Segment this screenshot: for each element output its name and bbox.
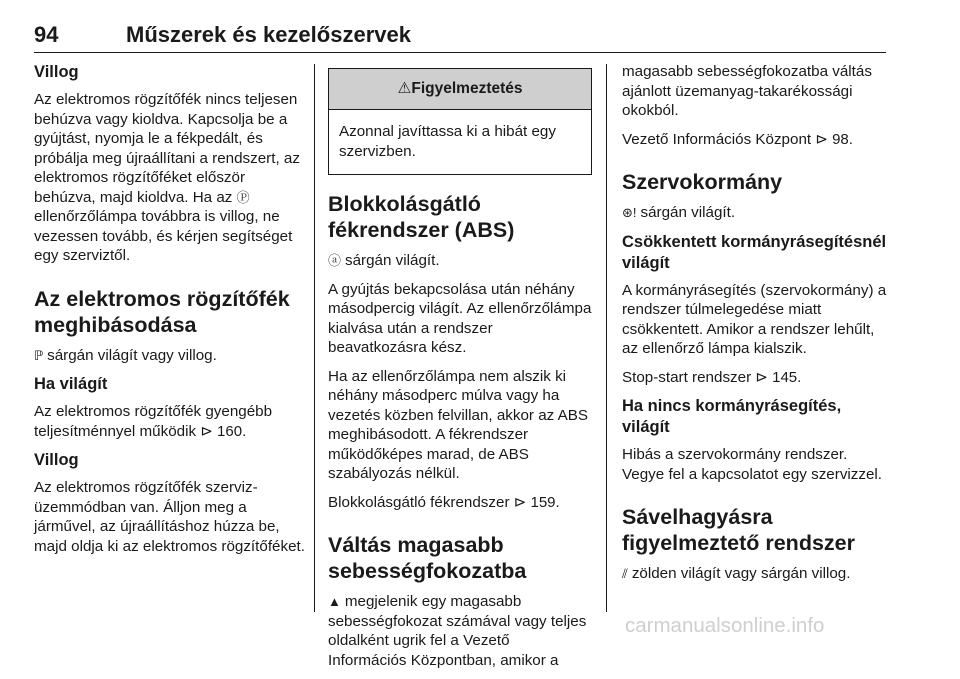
header-rule [34,52,886,53]
heading-lane-departure: Sávelhagyásra figyelmeztető rendszer [622,505,855,555]
column-2 [328,62,592,679]
warning-title: Figyelmeztetés [411,80,523,97]
watermark: carmanualsonline.info [625,614,825,637]
paragraph-abs-2: Ha az ellenőrzőlámpa nem alszik ki néhány másodperc múlva vagy ha vezetés közben felvillan, akkor az ABS meghibásodott. A fékrendszer működőképes marad, de ABS szabályozás nélkül. [328,367,589,482]
paragraph-steering-status [622,203,892,223]
page-reference: ⊳ 160. [200,422,247,440]
heading-no-assist: Ha nincs kormányrásegítés, világít [622,397,842,436]
paragraph-abs-1: A gyújtás bekapcsolása után néhány másodpercig világít. Az ellenőrzőlámpa kialvása után a rendszer beavatkozásra kész. [328,280,592,356]
steering-warning-icon: ⊛! [622,205,637,220]
paragraph-text: sárgán világít vagy villog. [47,346,217,364]
page-header [34,22,886,52]
paragraph-lane-departure [622,564,892,584]
warning-triangle-icon: ⚠ [397,80,412,97]
page-reference: ⊳ 159. [513,493,560,511]
paragraph-shift-cont: magasabb sebességfokozatba váltás ajánlott üzemanyag-takarékossági okokból. [622,63,872,119]
warning-box [328,68,592,175]
page-number: 94 [34,22,59,47]
parking-brake-icon: Ⓟ [236,189,250,205]
paragraph-text: Stop-start rendszer [622,368,752,386]
heading-shift: Váltás magasabb sebességfokozatba [328,533,527,583]
paragraph-lit [34,402,306,441]
paragraph-shift [328,592,592,670]
paragraph-villog [34,90,306,266]
column-divider-1 [314,64,315,612]
column-3 [622,62,892,593]
paragraph-dic [622,130,892,150]
paragraph-villog-2: Az elektromos rögzítőfék szerviz-üzemmódban van. Álljon meg a járművel, az újraállításhoz húzza be, majd oldja ki az elektromos rögzítőféket. [34,479,305,555]
paragraph-brake-fault [34,346,306,366]
warning-text: Azonnal javíttassa ki a hibát egy szervizben. [339,123,556,160]
paragraph-text: megjelenik egy magasabb sebességfokozat számával vagy teljes oldalként ugrik fel a Vezető Információs Központban, amikor a [328,593,587,669]
paragraph-abs-status [328,251,592,271]
heading-villog-2: Villog [34,451,79,469]
paragraph-text: Az elektromos rögzítőfék nincs teljesen behúzva vagy kioldva. Kapcsolja be a gyújtást, nyomja le a fékpedált, és próbálja meg újraállítani a rendszert, az elektromos rögzítőféket először behúzva, majd kioldva. Ha az [34,91,300,206]
heading-brake-fault: Az elektromos rögzítőfék meghibásodása [34,286,290,337]
column-1 [34,62,306,565]
lane-departure-icon: ⫽ [622,566,628,581]
heading-lit: Ha világít [34,375,108,393]
heading-reduced-assist: Csökkentett kormányrásegítésnél világít [622,232,887,272]
paragraph-reduced-1: A kormányrásegítés (szervokormány) a rendszer túlmelegedése miatt csökkentett. Amikor a rendszer lehűlt, az ellenőrző lámpa kialszik. [622,281,887,357]
column-divider-2 [606,64,607,612]
paragraph-text: Blokkolásgátló fékrendszer [328,493,510,511]
paragraph-abs-3 [328,493,592,513]
paragraph-text: Az elektromos rögzítőfék gyengébb teljesítménnyel működik [34,403,273,440]
warning-header [329,69,591,110]
page-reference: ⊳ 98. [815,130,853,148]
abs-icon: ⓐ [328,253,342,268]
paragraph-text: Vezető Információs Központ [622,130,812,148]
paragraph-text: zölden világít vagy sárgán villog. [631,565,851,582]
paragraph-no-assist: Hibás a szervokormány rendszer. Vegye fel a kapcsolatot egy szervizzel. [622,446,883,483]
paragraph-reduced-2 [622,368,892,388]
heading-steering: Szervokormány [622,170,783,194]
warning-body [329,110,591,174]
paragraph-text: ellenőrzőlámpa továbbra is villog, ne vezessen tovább, és kérjen segítséget egy szerviztől. [34,208,293,264]
shift-up-icon: ▲ [328,594,341,609]
page-reference: ⊳ 145. [755,368,802,386]
paragraph-text: sárgán világít. [640,204,736,221]
heading-abs: Blokkolásgátló fékrendszer (ABS) [328,192,515,242]
chapter-title: Műszerek és kezelőszervek [126,22,411,47]
heading-villog: Villog [34,63,79,81]
paragraph-text: sárgán világít. [345,252,440,269]
brake-warning-icon: ℙ [34,347,44,363]
